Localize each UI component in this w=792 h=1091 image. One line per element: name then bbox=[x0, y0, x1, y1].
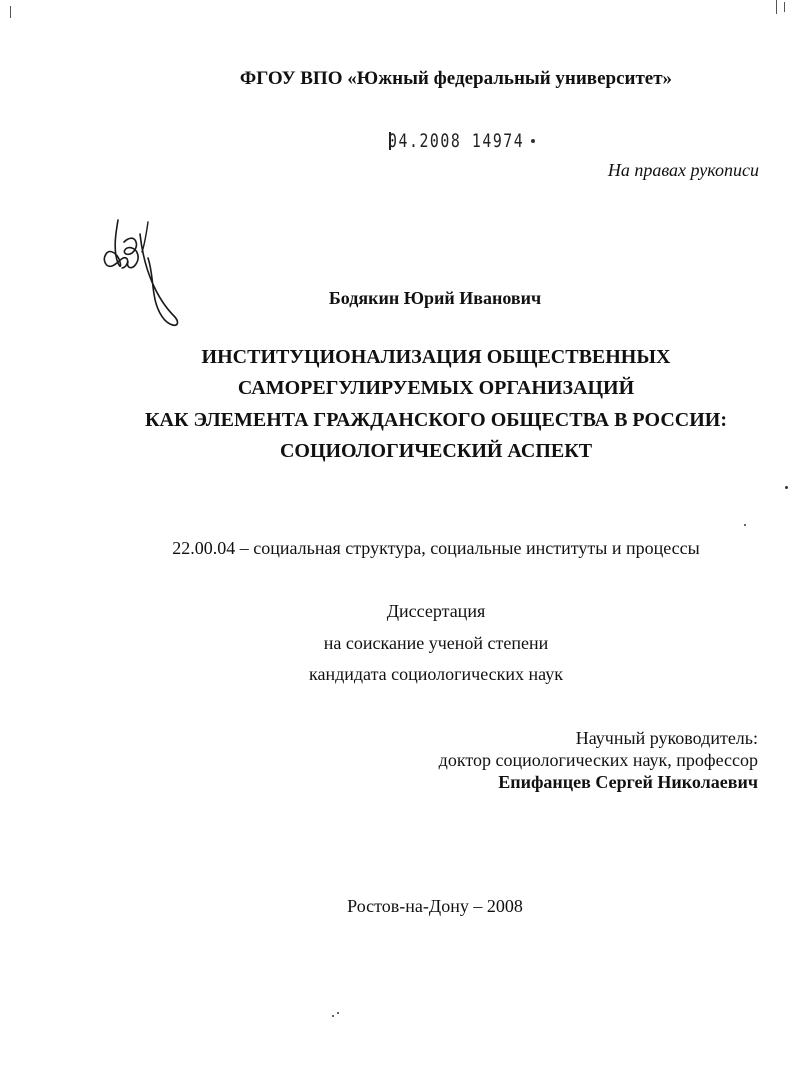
author-name: Бодякин Юрий Иванович bbox=[328, 288, 542, 308]
scan-speck-3 bbox=[332, 1015, 334, 1017]
degree-field: кандидата социологических наук bbox=[309, 664, 563, 684]
city-year: Ростов-на-Дону – 2008 bbox=[347, 896, 523, 916]
scan-edge-mark-right bbox=[776, 0, 777, 14]
stamp-dot bbox=[531, 139, 535, 143]
degree-purpose: на соискание ученой степени bbox=[323, 633, 549, 653]
advisor-degree: доктор социологических наук, профессор bbox=[438, 750, 758, 770]
thesis-title-line-1: ИНСТИТУЦИОНАЛИЗАЦИЯ ОБЩЕСТВЕННЫХ bbox=[201, 346, 671, 368]
thesis-title-line-4: СОЦИОЛОГИЧЕСКИЙ АСПЕКТ bbox=[279, 440, 593, 462]
handwritten-signature bbox=[96, 212, 188, 330]
advisor-name: Епифанцев Сергей Николаевич bbox=[498, 772, 758, 792]
scan-edge-mark-right-2 bbox=[784, 2, 785, 12]
dissertation-label: Диссертация bbox=[386, 601, 486, 621]
library-stamp-code: 04.2008 14974 bbox=[388, 130, 525, 152]
specialty-code: 22.00.04 – социальная структура, социальные институты и процессы bbox=[172, 538, 700, 558]
scan-speck-4 bbox=[337, 1012, 339, 1014]
scan-speck bbox=[785, 486, 788, 489]
manuscript-rights-note: На правах рукописи bbox=[607, 160, 759, 180]
scan-speck-2 bbox=[744, 524, 746, 526]
thesis-title-line-2: САМОРЕГУЛИРУЕМЫХ ОРГАНИЗАЦИЙ bbox=[237, 377, 635, 399]
university-name: ФГОУ ВПО «Южный федеральный университет» bbox=[239, 68, 673, 89]
scan-edge-mark-left bbox=[10, 6, 11, 18]
thesis-title-line-3: КАК ЭЛЕМЕНТА ГРАЖДАНСКОГО ОБЩЕСТВА В РОССИИ: bbox=[145, 409, 727, 431]
advisor-label: Научный руководитель: bbox=[575, 728, 758, 748]
